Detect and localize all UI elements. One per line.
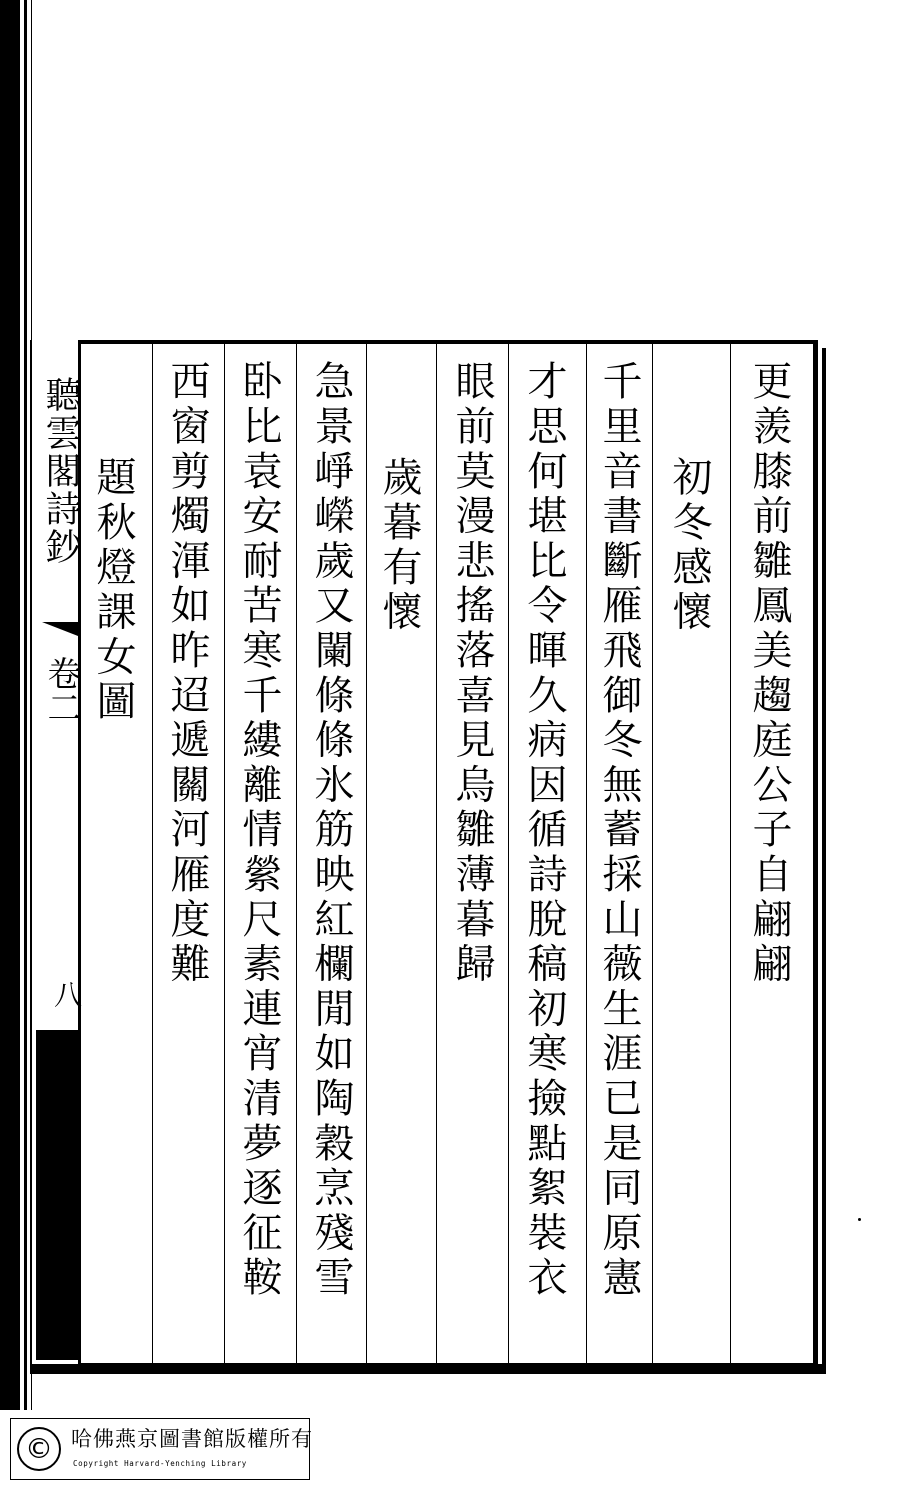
verse-column: 急景崢嶸歲又闌條條氷筋映紅欄閒如陶穀烹殘雪: [308, 360, 354, 1301]
fishtail-mark: [42, 622, 78, 636]
column-rule: [366, 343, 367, 1363]
fold-shadow: [36, 1030, 80, 1360]
copyright-english: Copyright Harvard-Yenching Library: [73, 1459, 247, 1468]
copyright-stamp: [10, 1418, 313, 1480]
copyright-icon: ©: [17, 1427, 61, 1471]
column-rule: [296, 343, 297, 1363]
verse-column: 才思何堪比令暉久病因循詩脫稿初寒撿點絮裝衣: [521, 360, 567, 1301]
frame-shadow: [822, 348, 826, 1374]
ink-speck: [858, 1218, 861, 1221]
verse-column: 卧比袁安耐苦寒千縷離情縈尺素連宵清夢逐征鞍: [236, 360, 282, 1301]
verse-column: 更羨膝前雛鳳美趨庭公子自翩翩: [746, 360, 792, 988]
column-rule: [152, 343, 153, 1363]
binding-edge: [0, 0, 20, 1410]
column-rule: [730, 343, 731, 1363]
verse-column: 千里音書斷雁飛御冬無蓄採山薇生涯已是同原憲: [596, 360, 642, 1301]
volume-label: 卷二: [41, 656, 81, 724]
column-rule: [436, 343, 437, 1363]
frame-bottom-edge: [30, 1364, 826, 1374]
verse-column: 西窗剪燭渾如昨迢遞關河雁度難: [164, 360, 210, 988]
book-title: 聽雲閣詩鈔: [40, 376, 81, 566]
copyright-chinese: 哈佛燕京圖書館版權所有: [71, 1427, 313, 1451]
column-rule: [224, 343, 225, 1363]
column-rule: [586, 343, 587, 1363]
column-rule: [508, 343, 509, 1363]
page-number: 八: [50, 980, 83, 1008]
poem-title: 初冬感懷: [666, 456, 712, 636]
verse-column: 眼前莫漫悲搖落喜見烏雛薄暮歸: [449, 360, 495, 988]
binding-line: [24, 0, 27, 1410]
poem-title: 題秋燈課女圖: [90, 456, 136, 725]
column-rule: [652, 343, 653, 1363]
centre-fold: [30, 340, 83, 1366]
poem-title: 歲暮有懷: [376, 456, 422, 636]
